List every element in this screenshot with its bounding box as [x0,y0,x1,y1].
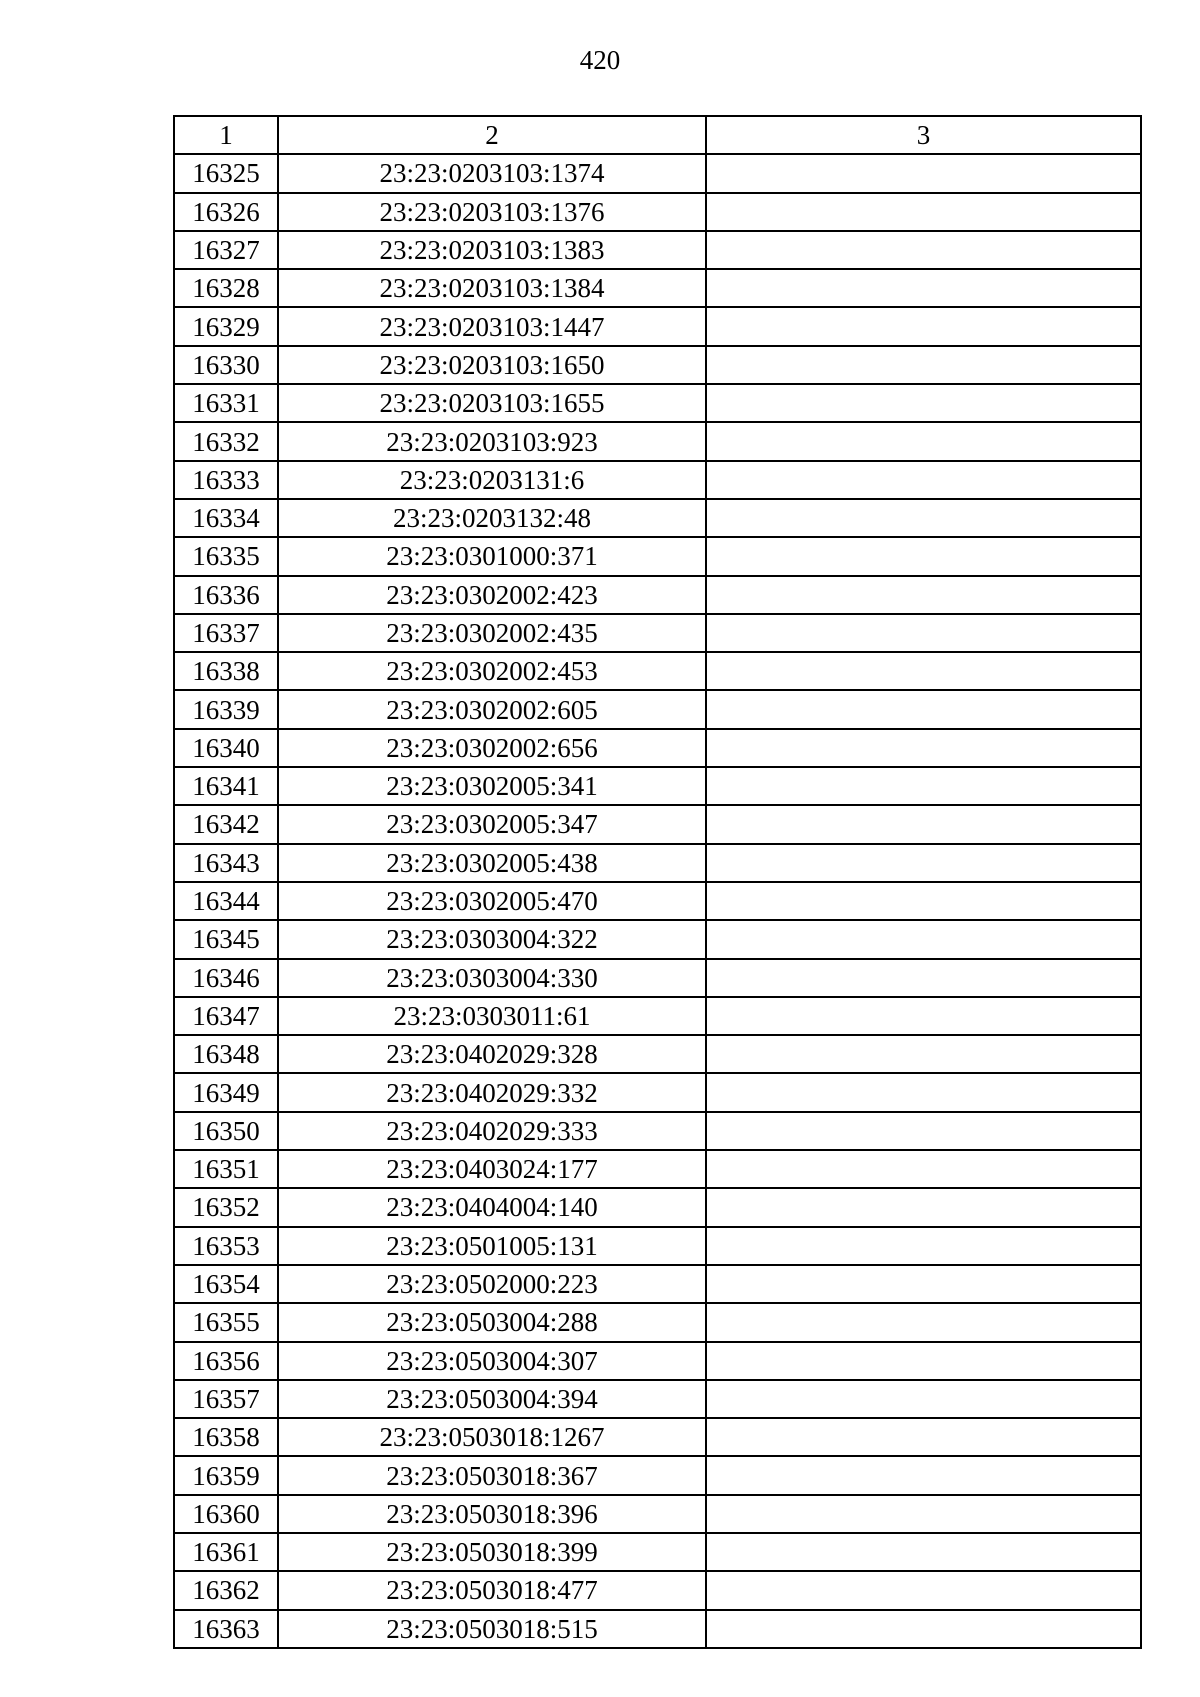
table-row [174,461,1141,499]
column-header-2: 2 [278,116,706,154]
cadastral-number-cell: 23:23:0302005:438 [278,844,706,882]
row-number-cell: 16337 [174,614,278,652]
row-number-cell: 16350 [174,1112,278,1150]
table-row [174,959,1141,997]
table-row [174,767,1141,805]
row-number-cell: 16360 [174,1495,278,1533]
cadastral-number-cell: 23:23:0303004:330 [278,959,706,997]
cadastral-number-cell: 23:23:0203103:1383 [278,231,706,269]
row-number-cell: 16358 [174,1418,278,1456]
cadastral-number-cell: 23:23:0203103:1374 [278,154,706,192]
cadastral-number-cell: 23:23:0203131:6 [278,461,706,499]
table-row [174,652,1141,690]
notes-cell [706,1265,1141,1303]
table-row [174,1073,1141,1111]
cadastral-number-cell: 23:23:0403024:177 [278,1150,706,1188]
cadastral-number-cell: 23:23:0503018:367 [278,1456,706,1494]
table-row [174,1188,1141,1226]
column-header-3: 3 [706,116,1141,154]
table-row [174,1533,1141,1571]
cadastral-number-cell: 23:23:0503018:396 [278,1495,706,1533]
notes-cell [706,422,1141,460]
notes-cell [706,690,1141,728]
row-number-cell: 16328 [174,269,278,307]
cadastral-number-cell: 23:23:0302002:423 [278,576,706,614]
table-row [174,1418,1141,1456]
notes-cell [706,1418,1141,1456]
notes-cell [706,1495,1141,1533]
cadastral-number-cell: 23:23:0503018:1267 [278,1418,706,1456]
cadastral-number-cell: 23:23:0203103:1376 [278,193,706,231]
row-number-cell: 16357 [174,1380,278,1418]
row-number-cell: 16352 [174,1188,278,1226]
table-row [174,154,1141,192]
table-row [174,1495,1141,1533]
notes-cell [706,461,1141,499]
notes-cell [706,1227,1141,1265]
table-row [174,882,1141,920]
row-number-cell: 16326 [174,193,278,231]
table-row [174,1112,1141,1150]
table-row [174,1265,1141,1303]
table-row [174,1227,1141,1265]
row-number-cell: 16336 [174,576,278,614]
notes-cell [706,499,1141,537]
row-number-cell: 16348 [174,1035,278,1073]
notes-cell [706,1571,1141,1609]
table-row [174,844,1141,882]
table-row [174,422,1141,460]
row-number-cell: 16340 [174,729,278,767]
cadastral-number-cell: 23:23:0402029:328 [278,1035,706,1073]
table-row [174,193,1141,231]
row-number-cell: 16359 [174,1456,278,1494]
notes-cell [706,844,1141,882]
cadastral-number-cell: 23:23:0303004:322 [278,920,706,958]
row-number-cell: 16353 [174,1227,278,1265]
cadastral-table [173,115,1142,1649]
cadastral-number-cell: 23:23:0302002:435 [278,614,706,652]
table-row [174,499,1141,537]
row-number-cell: 16363 [174,1610,278,1648]
notes-cell [706,1456,1141,1494]
table-row [174,537,1141,575]
notes-cell [706,193,1141,231]
notes-cell [706,959,1141,997]
notes-cell [706,384,1141,422]
notes-cell [706,652,1141,690]
row-number-cell: 16356 [174,1342,278,1380]
notes-cell [706,269,1141,307]
cadastral-number-cell: 23:23:0302005:341 [278,767,706,805]
row-number-cell: 16345 [174,920,278,958]
table-row [174,690,1141,728]
notes-cell [706,997,1141,1035]
row-number-cell: 16347 [174,997,278,1035]
cadastral-number-cell: 23:23:0503018:399 [278,1533,706,1571]
table-row [174,1035,1141,1073]
row-number-cell: 16333 [174,461,278,499]
notes-cell [706,576,1141,614]
cadastral-number-cell: 23:23:0404004:140 [278,1188,706,1226]
notes-cell [706,1303,1141,1341]
notes-cell [706,1112,1141,1150]
row-number-cell: 16338 [174,652,278,690]
table-row [174,1150,1141,1188]
cadastral-number-cell: 23:23:0502000:223 [278,1265,706,1303]
row-number-cell: 16349 [174,1073,278,1111]
notes-cell [706,1380,1141,1418]
notes-cell [706,614,1141,652]
table-row [174,614,1141,652]
cadastral-number-cell: 23:23:0503004:307 [278,1342,706,1380]
row-number-cell: 16339 [174,690,278,728]
notes-cell [706,307,1141,345]
table-row [174,1610,1141,1648]
row-number-cell: 16351 [174,1150,278,1188]
notes-cell [706,1150,1141,1188]
table-body [174,154,1141,1648]
cadastral-number-cell: 23:23:0402029:333 [278,1112,706,1150]
cadastral-number-cell: 23:23:0302002:656 [278,729,706,767]
row-number-cell: 16354 [174,1265,278,1303]
table-row [174,269,1141,307]
table-row [174,307,1141,345]
cadastral-number-cell: 23:23:0302005:470 [278,882,706,920]
table-row [174,920,1141,958]
notes-cell [706,1533,1141,1571]
notes-cell [706,154,1141,192]
row-number-cell: 16362 [174,1571,278,1609]
table-row [174,1342,1141,1380]
cadastral-number-cell: 23:23:0301000:371 [278,537,706,575]
cadastral-number-cell: 23:23:0503018:477 [278,1571,706,1609]
table-row [174,1303,1141,1341]
row-number-cell: 16334 [174,499,278,537]
row-number-cell: 16346 [174,959,278,997]
row-number-cell: 16355 [174,1303,278,1341]
notes-cell [706,346,1141,384]
cadastral-number-cell: 23:23:0503004:288 [278,1303,706,1341]
table-row [174,997,1141,1035]
cadastral-number-cell: 23:23:0302002:605 [278,690,706,728]
table-row [174,231,1141,269]
table-row [174,1456,1141,1494]
notes-cell [706,537,1141,575]
page-number: 420 [579,45,621,75]
cadastral-number-cell: 23:23:0203132:48 [278,499,706,537]
notes-cell [706,1188,1141,1226]
table-row [174,384,1141,422]
row-number-cell: 16327 [174,231,278,269]
header-row [174,116,1141,154]
row-number-cell: 16341 [174,767,278,805]
cadastral-number-cell: 23:23:0203103:1650 [278,346,706,384]
cadastral-number-cell: 23:23:0302005:347 [278,805,706,843]
cadastral-number-cell: 23:23:0203103:1384 [278,269,706,307]
notes-cell [706,1035,1141,1073]
row-number-cell: 16330 [174,346,278,384]
cadastral-number-cell: 23:23:0501005:131 [278,1227,706,1265]
column-header-1: 1 [174,116,278,154]
table-row [174,576,1141,614]
notes-cell [706,1342,1141,1380]
notes-cell [706,882,1141,920]
notes-cell [706,920,1141,958]
table-row [174,1380,1141,1418]
notes-cell [706,767,1141,805]
cadastral-number-cell: 23:23:0203103:923 [278,422,706,460]
row-number-cell: 16331 [174,384,278,422]
row-number-cell: 16343 [174,844,278,882]
cadastral-number-cell: 23:23:0203103:1655 [278,384,706,422]
cadastral-number-cell: 23:23:0303011:61 [278,997,706,1035]
cadastral-number-cell: 23:23:0402029:332 [278,1073,706,1111]
table-row [174,1571,1141,1609]
row-number-cell: 16325 [174,154,278,192]
notes-cell [706,729,1141,767]
table-row [174,346,1141,384]
notes-cell [706,1610,1141,1648]
row-number-cell: 16361 [174,1533,278,1571]
cadastral-number-cell: 23:23:0203103:1447 [278,307,706,345]
cadastral-number-cell: 23:23:0503004:394 [278,1380,706,1418]
notes-cell [706,1073,1141,1111]
row-number-cell: 16332 [174,422,278,460]
table-row [174,729,1141,767]
notes-cell [706,231,1141,269]
notes-cell [706,805,1141,843]
row-number-cell: 16329 [174,307,278,345]
table-row [174,805,1141,843]
row-number-cell: 16344 [174,882,278,920]
cadastral-number-cell: 23:23:0503018:515 [278,1610,706,1648]
row-number-cell: 16335 [174,537,278,575]
table-header [174,116,1141,154]
row-number-cell: 16342 [174,805,278,843]
cadastral-number-cell: 23:23:0302002:453 [278,652,706,690]
